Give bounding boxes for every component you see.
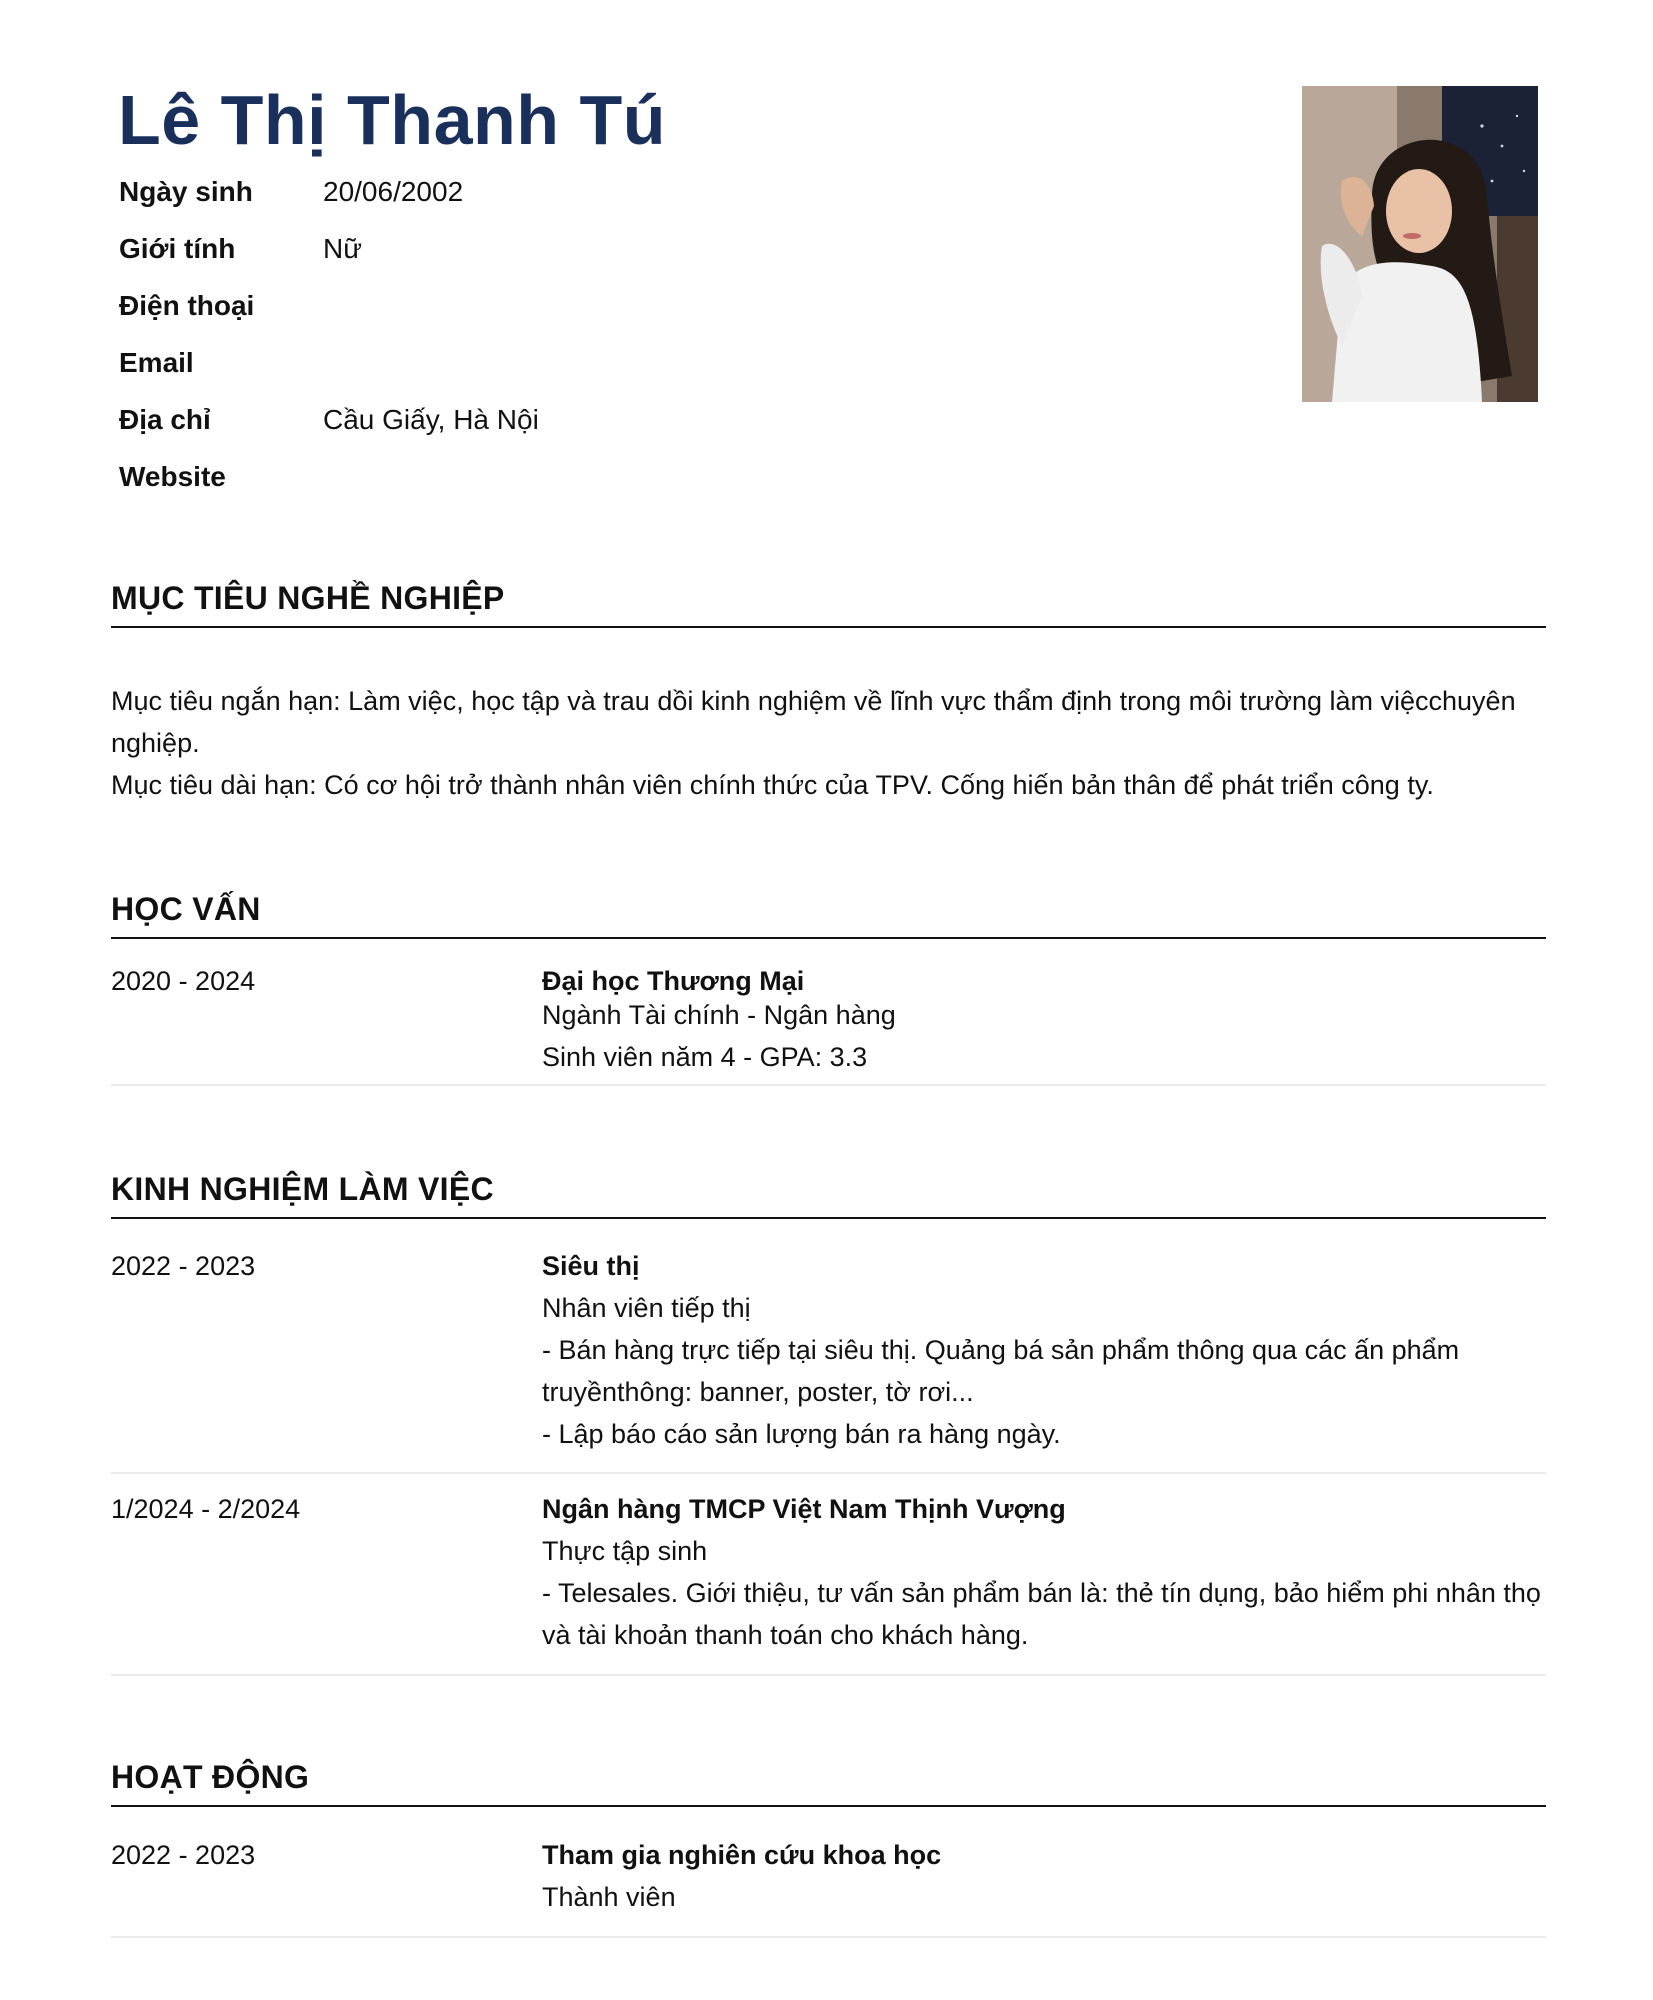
info-label: Ngày sinh bbox=[119, 175, 253, 207]
career-objective-text bbox=[111, 680, 1551, 806]
candidate-name: Lê Thị Thanh Tú bbox=[118, 81, 666, 159]
entry-title: Đại học Thương Mại bbox=[542, 966, 805, 996]
entry-line: Sinh viên năm 4 - GPA: 3.3 bbox=[542, 1042, 868, 1072]
entry-line: - Bán hàng trực tiếp tại siêu thị. Quảng bá sản phẩm thông qua các ấn phẩm truyềnthông: banner, poster, tờ rơi... bbox=[542, 1335, 1460, 1407]
section-title-education: HỌC VẤN bbox=[111, 887, 1546, 939]
info-label: Email bbox=[119, 346, 194, 378]
entry-line: Ngành Tài chính - Ngân hàng bbox=[542, 1000, 896, 1030]
long-term-objective: Mục tiêu dài hạn: Có cơ hội trở thành nhân viên chính thức của TPV. Cống hiến bản thân để phát triển công ty. bbox=[111, 770, 1434, 800]
personal-info bbox=[119, 163, 539, 505]
entry-line: Nhân viên tiếp thị bbox=[542, 1293, 751, 1323]
info-row-address bbox=[119, 391, 539, 448]
info-row-gender bbox=[119, 220, 539, 277]
entry-date: 2022 - 2023 bbox=[111, 1251, 256, 1281]
entry-title: Ngân hàng TMCP Việt Nam Thịnh Vượng bbox=[542, 1494, 1066, 1524]
section-title-career-objective: MỤC TIÊU NGHỀ NGHIỆP bbox=[111, 576, 1546, 628]
info-label: Website bbox=[119, 460, 226, 492]
info-row-website bbox=[119, 448, 539, 505]
info-row-phone bbox=[119, 277, 539, 334]
entry-date: 2022 - 2023 bbox=[111, 1840, 256, 1870]
education-entry bbox=[111, 960, 1546, 1086]
entry-body bbox=[542, 1834, 1546, 1918]
info-value: Cầu Giấy, Hà Nội bbox=[323, 403, 539, 435]
entry-line: - Lập báo cáo sản lượng bán ra hàng ngày. bbox=[542, 1419, 1061, 1449]
experience-entry bbox=[111, 1488, 1546, 1676]
experience-entry bbox=[111, 1245, 1546, 1474]
entry-body bbox=[542, 960, 1546, 1078]
profile-photo bbox=[1302, 86, 1538, 402]
info-label: Giới tính bbox=[119, 232, 236, 264]
entry-title: Tham gia nghiên cứu khoa học bbox=[542, 1840, 942, 1870]
info-label: Điện thoại bbox=[119, 289, 255, 321]
info-value: 20/06/2002 bbox=[323, 175, 464, 207]
section-title-experience: KINH NGHIỆM LÀM VIỆC bbox=[111, 1167, 1546, 1219]
entry-date: 2020 - 2024 bbox=[111, 966, 256, 996]
short-term-objective: Mục tiêu ngắn hạn: Làm việc, học tập và trau dồi kinh nghiệm về lĩnh vực thẩm định trong môi trường làm việcchuyên nghiệp. bbox=[111, 686, 1516, 758]
activity-entry bbox=[111, 1834, 1546, 1938]
info-label: Địa chỉ bbox=[119, 403, 211, 435]
entry-date: 1/2024 - 2/2024 bbox=[111, 1494, 301, 1524]
entry-body bbox=[542, 1245, 1546, 1455]
entry-title: Siêu thị bbox=[542, 1251, 640, 1281]
entry-line: - Telesales. Giới thiệu, tư vấn sản phẩm bán là: thẻ tín dụng, bảo hiểm phi nhân thọ và tài khoản thanh toán cho khách hàng. bbox=[542, 1578, 1541, 1650]
entry-body bbox=[542, 1488, 1546, 1656]
info-row-email bbox=[119, 334, 539, 391]
entry-line: Thực tập sinh bbox=[542, 1536, 708, 1566]
section-title-activities: HOẠT ĐỘNG bbox=[111, 1755, 1546, 1807]
info-value: Nữ bbox=[323, 232, 362, 264]
entry-line: Thành viên bbox=[542, 1882, 676, 1912]
info-row-birthday bbox=[119, 163, 539, 220]
